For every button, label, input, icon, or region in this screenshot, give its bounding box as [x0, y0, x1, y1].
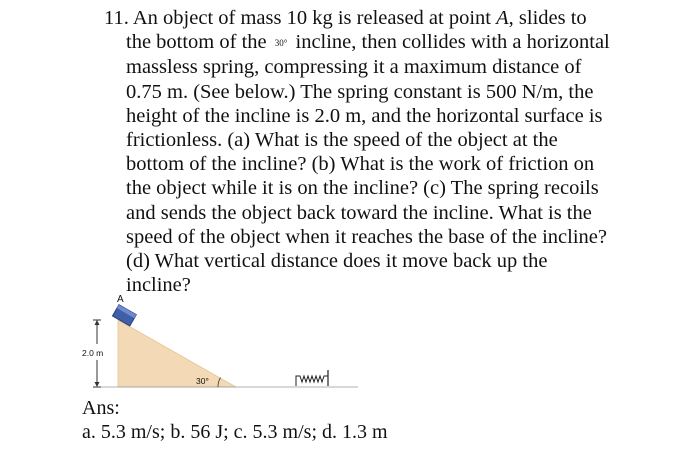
problem-line-7: bottom of the incline? (b) What is the work of friction on: [126, 153, 595, 176]
problem-line-10: speed of the object when it reaches the base of the incline?: [126, 225, 607, 248]
problem-number: 11.: [104, 7, 129, 29]
answer-label: Ans:: [82, 397, 120, 419]
height-arrowhead-bottom: [95, 382, 100, 387]
problem-line-8: the object while it is on the incline? (c) The spring recoils: [126, 177, 599, 200]
problem-line-11: (d) What vertical distance does it move back up the: [126, 250, 548, 273]
incline-ramp: [118, 320, 236, 387]
answer-text: a. 5.3 m/s; b. 56 J; c. 5.3 m/s; d. 1.3 m: [82, 421, 388, 443]
spring: [296, 370, 328, 386]
problem-line-9: and sends the object back toward the incline. What is the: [126, 201, 592, 224]
inline-angle: 30°: [274, 38, 288, 49]
angle-label: 30°: [196, 376, 209, 386]
height-arrowhead-top: [95, 320, 100, 325]
sliding-block: [112, 305, 136, 326]
problem-line-1: 11. An object of mass 10 kg is released at point A, slides to: [104, 7, 587, 29]
point-label-inline: A: [496, 7, 509, 29]
next-line-cutoff: [82, 444, 642, 449]
problem-text: [104, 6, 664, 297]
problem-line-12: incline?: [126, 274, 191, 297]
problem-line-4: 0.75 m. (See below.) The spring constant is 500 N/m, the: [126, 80, 594, 103]
problem-line-6: frictionless. (a) What is the speed of the object at the: [126, 129, 558, 152]
incline-figure: [78, 292, 378, 397]
height-label: 2.0 m: [82, 348, 104, 358]
problem-line-5: height of the incline is 2.0 m, and the horizontal surface is: [126, 104, 603, 127]
point-label-figure: A: [117, 294, 124, 305]
problem-line-2: the bottom of the 30° incline, then collides with a horizontal: [126, 31, 610, 54]
incline-diagram: [78, 292, 378, 397]
problem-line-3: massless spring, compressing it a maximum distance of: [126, 56, 582, 79]
